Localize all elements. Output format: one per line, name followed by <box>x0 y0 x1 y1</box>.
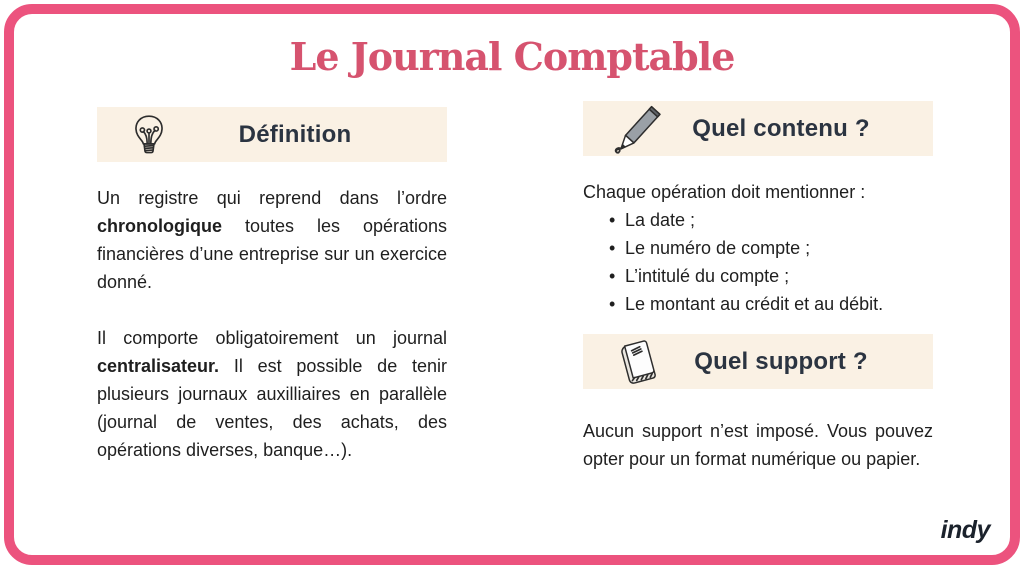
list-item: • Le numéro de compte ; <box>583 234 933 262</box>
page-title: Le Journal Comptable <box>289 34 735 79</box>
content-column <box>583 101 933 473</box>
contenu-bullet-list <box>583 206 933 318</box>
pencil-icon <box>613 102 665 156</box>
support-paragraph: Aucun support n’est imposé. Vous pouvez opter pour un format numérique ou papier. <box>583 421 933 469</box>
support-header <box>583 334 933 389</box>
list-item: • Le montant au crédit et au débit. <box>583 290 933 318</box>
contenu-intro: Chaque opération doit mentionner : <box>583 182 866 202</box>
definition-column <box>97 107 447 464</box>
indy-logo: indy <box>940 516 990 544</box>
support-header-label: Quel support ? <box>694 347 868 375</box>
list-item: • L’intitulé du compte ; <box>583 262 933 290</box>
contenu-header-label: Quel contenu ? <box>692 114 870 142</box>
definition-paragraph-2: Il comporte obligatoirement un journal centralisateur. Il est possible de tenir plusieurs journaux auxilliaires en parallèle (journal de ventes, des achats, des opérations diverses, banque…). <box>97 328 447 460</box>
definition-header <box>97 107 447 162</box>
lightbulb-icon <box>127 111 171 159</box>
definition-paragraph-1: Un registre qui reprend dans l’ordre chronologique toutes les opérations financières d’une entreprise sur un exercice donné. <box>97 188 447 292</box>
definition-header-label: Définition <box>238 120 352 148</box>
list-item: • La date ; <box>583 206 933 234</box>
contenu-header <box>583 101 933 156</box>
book-icon <box>613 335 665 389</box>
